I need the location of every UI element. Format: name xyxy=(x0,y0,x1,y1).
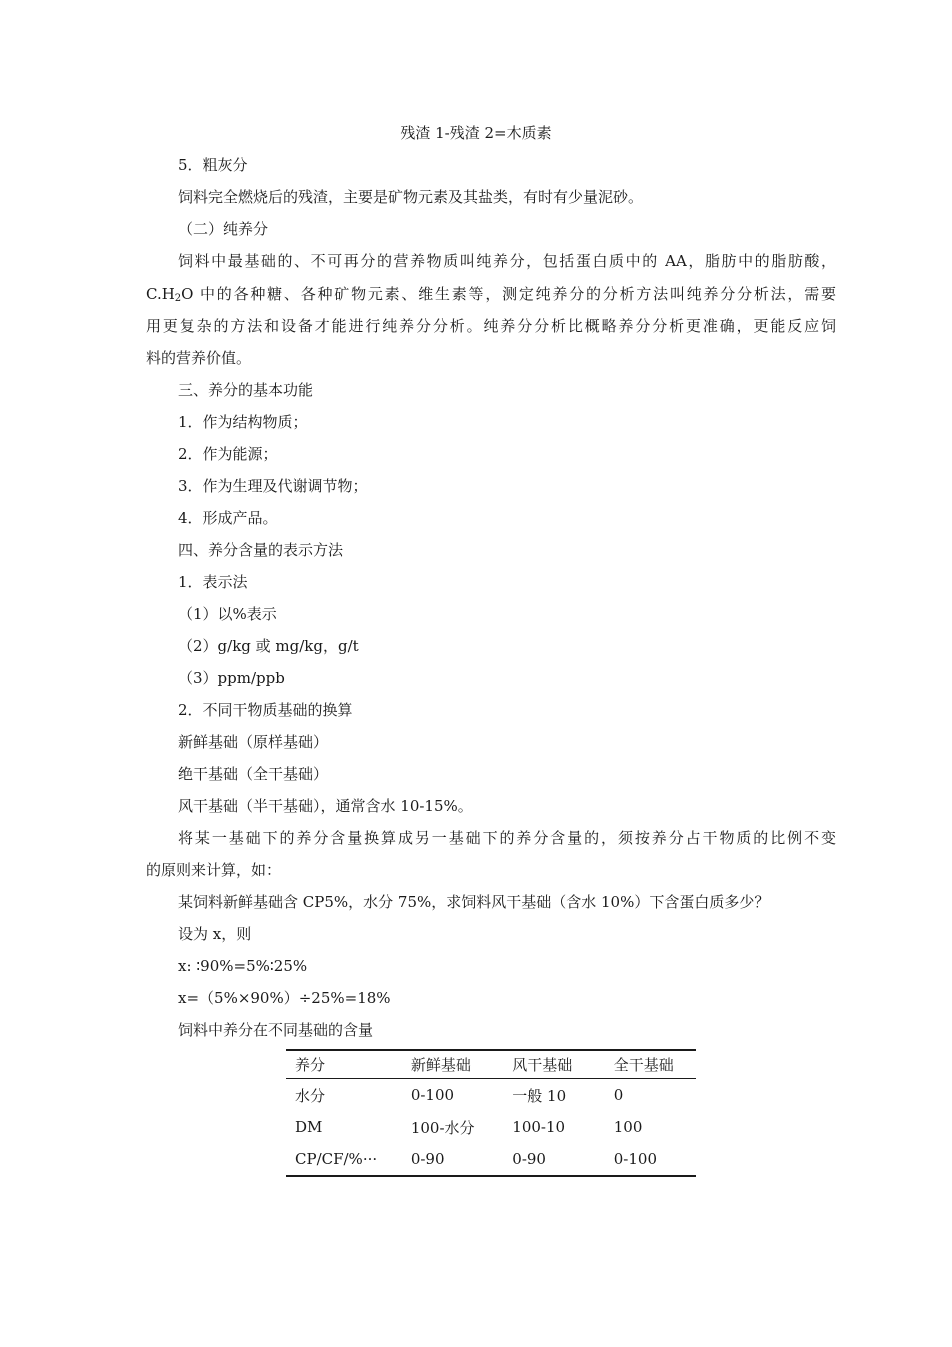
notation-item-2: （2）g/kg 或 mg/kg，g/t xyxy=(178,637,359,655)
basis-fresh: 新鲜基础（原样基础） xyxy=(178,733,329,751)
formula-subscript: 2 xyxy=(174,293,182,304)
basis-absolute-dry: 绝干基础（全干基础） xyxy=(178,765,329,783)
table-cell: 100-水分 xyxy=(410,1118,475,1137)
table-cell: 0-90 xyxy=(402,1143,503,1176)
expression-heading: 四、养分含量的表示方法 xyxy=(178,541,344,559)
table-cell: 100 xyxy=(613,1118,643,1136)
pure-nutrient-paragraph-line-1: 饲料中最基础的、不可再分的营养物质叫纯养分，包括蛋白质中的 AA，脂肪中的脂肪酸， xyxy=(178,252,836,270)
conversion-heading: 2．不同干物质基础的换算 xyxy=(178,701,353,719)
table-cell: 水分 xyxy=(295,1086,326,1105)
pure-nutrient-paragraph-line-3: 用更复杂的方法和设备才能进行纯养分分析。纯养分分析比概略养分分析更准确，更能反应饲 xyxy=(146,317,836,335)
table-cell: 0-100 xyxy=(410,1086,455,1104)
table-header-cell: 新鲜基础 xyxy=(402,1050,503,1079)
table-header-cell: 养分 xyxy=(286,1050,402,1079)
crude-ash-text: 饲料完全燃烧后的残渣，主要是矿物元素及其盐类，有时有少量泥砂。 xyxy=(178,188,644,206)
example-ratio: x: ∶90%=5%∶25% xyxy=(178,957,308,975)
table-cell: 100-10 xyxy=(512,1118,566,1136)
notation-item-1: （1）以%表示 xyxy=(178,605,277,623)
example-let: 设为 x，则 xyxy=(178,925,252,943)
table-cell: CP/CF/%··· xyxy=(286,1143,402,1176)
table-row xyxy=(286,1111,696,1143)
table-header-cell: 风干基础 xyxy=(503,1050,604,1079)
formula-prefix: C.H xyxy=(146,285,175,303)
formula-suffix: O 中的各种糖、各种矿物元素、维生素等，测定纯养分的分析方法叫纯养分分析法，需要 xyxy=(181,285,836,303)
pure-nutrient-heading: （二）纯养分 xyxy=(178,220,269,238)
table-header-cell: 全干基础 xyxy=(605,1050,696,1079)
residue-formula: 残渣 1-残渣 2=木质素 xyxy=(400,124,552,142)
crude-ash-heading: 5．粗灰分 xyxy=(178,156,248,174)
example-question: 某饲料新鲜基础含 CP5%，水分 75%，求饲料风干基础（含水 10%）下含蛋白质多少？ xyxy=(178,893,770,911)
conversion-paragraph-line-1: 将某一基础下的养分含量换算成另一基础下的养分含量的，须按养分占干物质的比例不变 xyxy=(178,829,836,847)
notation-heading: 1．表示法 xyxy=(178,573,248,591)
pure-nutrient-paragraph-line-2 xyxy=(146,283,836,305)
functions-heading: 三、养分的基本功能 xyxy=(178,381,314,399)
table-row xyxy=(286,1143,696,1176)
table-caption: 饲料中养分在不同基础的含量 xyxy=(178,1021,374,1039)
table-cell: 一般 10 xyxy=(512,1086,567,1105)
table-cell: 0-90 xyxy=(503,1143,604,1176)
table-header-row xyxy=(286,1050,696,1079)
function-item-1: 1．作为结构物质； xyxy=(178,413,308,431)
basis-air-dry: 风干基础（半干基础），通常含水 10-15%。 xyxy=(178,797,473,815)
pure-nutrient-paragraph-line-4: 料的营养价值。 xyxy=(146,349,252,367)
table-cell: DM xyxy=(295,1118,323,1136)
nutrient-basis-table xyxy=(286,1049,696,1177)
example-result: x=（5%×90%）÷25%=18% xyxy=(178,989,391,1007)
notation-item-3: （3）ppm/ppb xyxy=(178,669,285,687)
table-row xyxy=(286,1079,696,1112)
function-item-3: 3．作为生理及代谢调节物； xyxy=(178,477,368,495)
function-item-2: 2．作为能源； xyxy=(178,445,278,463)
table-cell: 0-100 xyxy=(605,1143,696,1176)
conversion-paragraph-line-2: 的原则来计算，如： xyxy=(146,861,282,879)
function-item-4: 4．形成产品。 xyxy=(178,509,278,527)
table-cell: 0 xyxy=(613,1086,624,1104)
